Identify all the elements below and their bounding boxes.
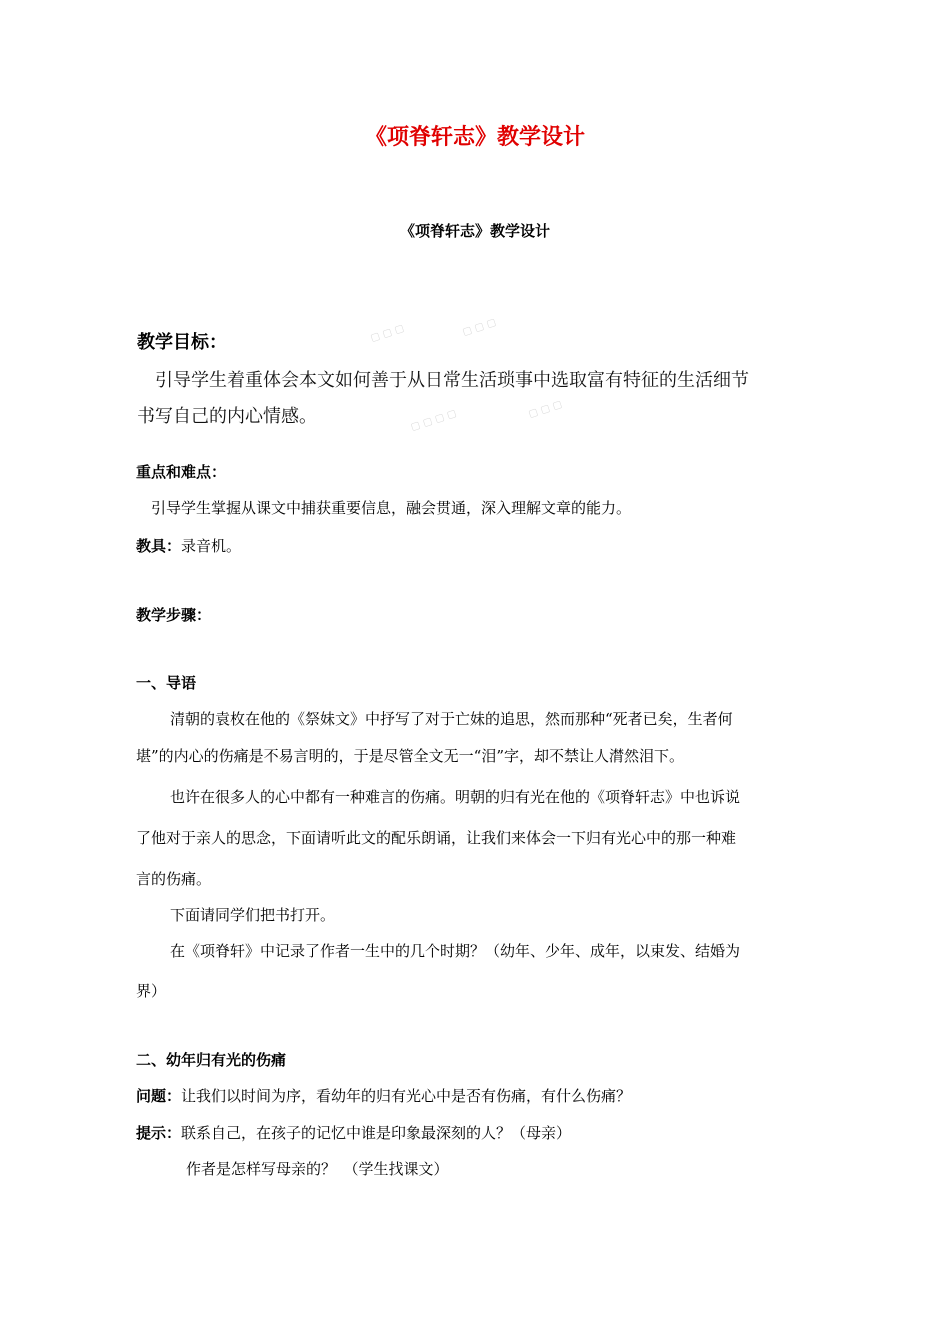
hint-label: 提示： [136, 1124, 182, 1142]
watermark: ▢ ▢ ▢ [461, 316, 498, 339]
goal-text-line2: 书写自己的内心情感。 [137, 406, 317, 427]
keypoints-text: 引导学生掌握从课文中捕获重要信息，融会贯通，深入理解文章的能力。 [151, 499, 632, 517]
watermark: ▢ ▢ ▢ [369, 322, 406, 345]
section1-heading: 一、导语 [136, 674, 197, 692]
section1-p1-line1: 清朝的袁枚在他的《祭妹文》中抒写了对于亡妹的追思，然而那种“死者已矣，生者何 [170, 710, 733, 728]
goal-text-line1: 引导学生着重体会本文如何善于从日常生活琐事中选取富有特征的生活细节 [155, 370, 749, 391]
question-text: 让我们以时间为序，看幼年的归有光心中是否有伤痛，有什么伤痛？ [181, 1087, 632, 1105]
section1-p2-line2: 了他对于亲人的思念，下面请听此文的配乐朗诵，让我们来体会一下归有光心中的那一种难 [136, 829, 737, 847]
watermark: ▢ ▢ ▢ ▢ [409, 407, 458, 434]
keypoints-heading: 重点和难点： [136, 463, 227, 481]
section1-p2-line1: 也许在很多人的心中都有一种难言的伤痛。明朝的归有光在他的《项脊轩志》中也诉说 [170, 788, 741, 806]
steps-heading: 教学步骤： [136, 606, 212, 624]
section1-p4-line2: 界） [136, 982, 167, 1000]
document-subtitle: 《项脊轩志》教学设计 [399, 222, 550, 240]
section1-p4-line1: 在《项脊轩》中记录了作者一生中的几个时期？（幼年、少年、成年，以束发、结婚为 [170, 942, 741, 960]
tools-text: 录音机。 [181, 537, 242, 555]
hint-text: 联系自己，在孩子的记忆中谁是印象最深刻的人？（母亲） [181, 1124, 572, 1142]
section1-p2-line3: 言的伤痛。 [136, 870, 212, 888]
section1-p1-line2: 堪”的内心的伤痛是不易言明的，于是尽管全文无一“泪”字，却不禁让人潸然泪下。 [136, 747, 685, 765]
tools-label: 教具： [136, 537, 182, 555]
goal-heading: 教学目标： [137, 332, 227, 353]
section2-hint [136, 1122, 571, 1143]
document-title: 《项脊轩志》教学设计 [364, 125, 585, 150]
watermark: ▢ ▢ ▢ [527, 398, 564, 421]
section2-heading: 二、幼年归有光的伤痛 [136, 1051, 287, 1069]
question-label: 问题： [136, 1087, 182, 1105]
hint-followup: 作者是怎样写母亲的？ （学生找课文） [186, 1160, 449, 1178]
tools-line [136, 535, 241, 556]
section1-p3: 下面请同学们把书打开。 [170, 906, 336, 924]
section2-question [136, 1085, 631, 1106]
